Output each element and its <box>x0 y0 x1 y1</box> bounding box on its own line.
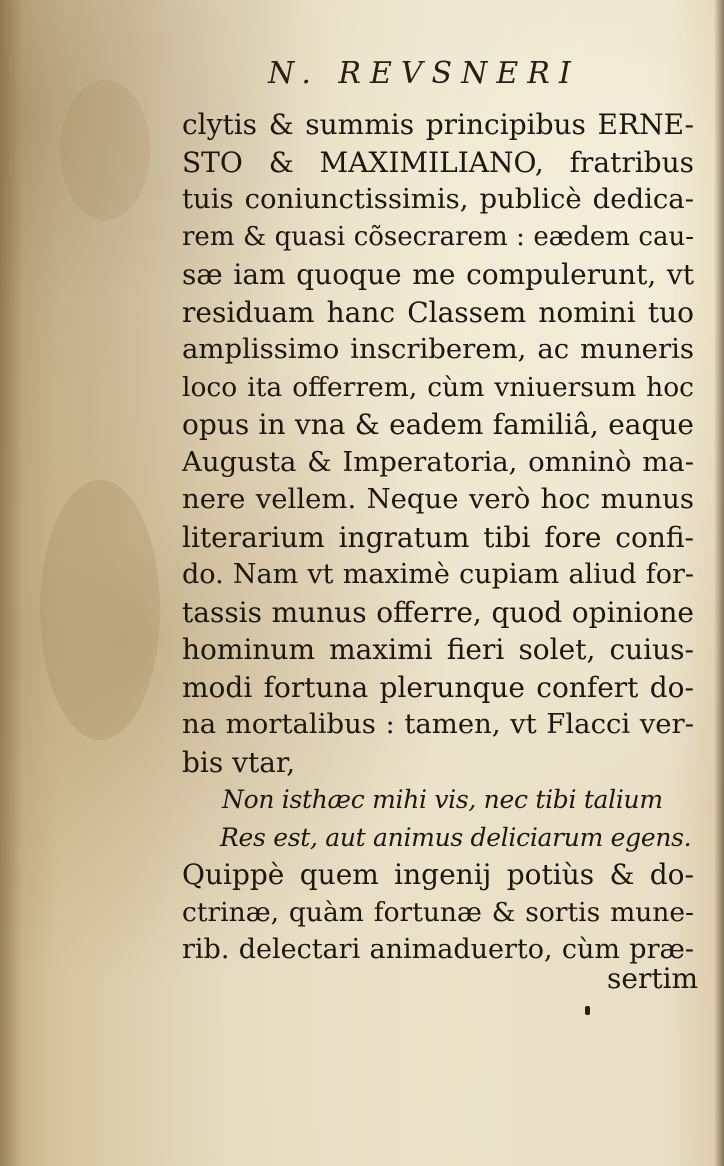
text-line: modi fortuna plerunque confert do- <box>182 670 694 704</box>
text-line: do. Nam vt maximè cupiam aliud for- <box>182 559 694 590</box>
text-line: tuis coniunctissimis, publicè dedica- <box>182 183 694 215</box>
text-line: clytis & summis principibus ERNE- <box>182 108 694 141</box>
page-gutter-shadow <box>0 0 22 1166</box>
ink-mark <box>585 1006 590 1015</box>
text-line: nere vellem. Neque verò hoc munus <box>182 483 694 515</box>
text-line: loco ita offerrem, cùm vniuersum hoc <box>182 371 694 403</box>
paper-stain <box>60 80 150 220</box>
text-line: tassis munus offerre, quod opinione <box>182 595 694 629</box>
main-text <box>182 106 694 969</box>
text-line: sæ iam quoque me compulerunt, vt <box>182 258 694 291</box>
verse-line: Non isthæc mihi vis, nec tibi talium <box>222 785 663 814</box>
catchword: sertim <box>607 962 699 995</box>
text-line: Augusta & Imperatoria, omninò ma- <box>182 445 694 478</box>
paper-stain <box>40 480 160 740</box>
text-line: opus in vna & eadem familiâ, eaque <box>182 408 694 441</box>
text-line: STO & MAXIMILIANO, fratribus <box>182 145 694 179</box>
text-line: Quippè quem ingenij potiùs & do- <box>182 858 694 891</box>
text-line: bis vtar, <box>182 745 296 779</box>
text-line: ctrinæ, quàm fortunæ & sortis mune- <box>182 896 694 928</box>
page-edge-shadow <box>714 0 724 1166</box>
verse-line: Res est, aut animus deliciarum egens. <box>220 822 692 852</box>
running-head: N. REVSNERI <box>268 56 580 91</box>
text-line: residuam hanc Classem nomini tuo <box>182 295 694 329</box>
text-line: rem & quasi cõsecrarem : eædem cau- <box>182 221 694 252</box>
text-line: amplissimo inscriberem, ac muneris <box>182 333 694 365</box>
text-line: na mortalibus : tamen, vt Flacci ver- <box>182 708 694 740</box>
text-line: hominum maximi fieri solet, cuius- <box>182 633 694 666</box>
text-line: literarium ingratum tibi fore confi- <box>182 520 694 554</box>
text-line: rib. delectari animaduerto, cùm præ- <box>182 934 694 965</box>
